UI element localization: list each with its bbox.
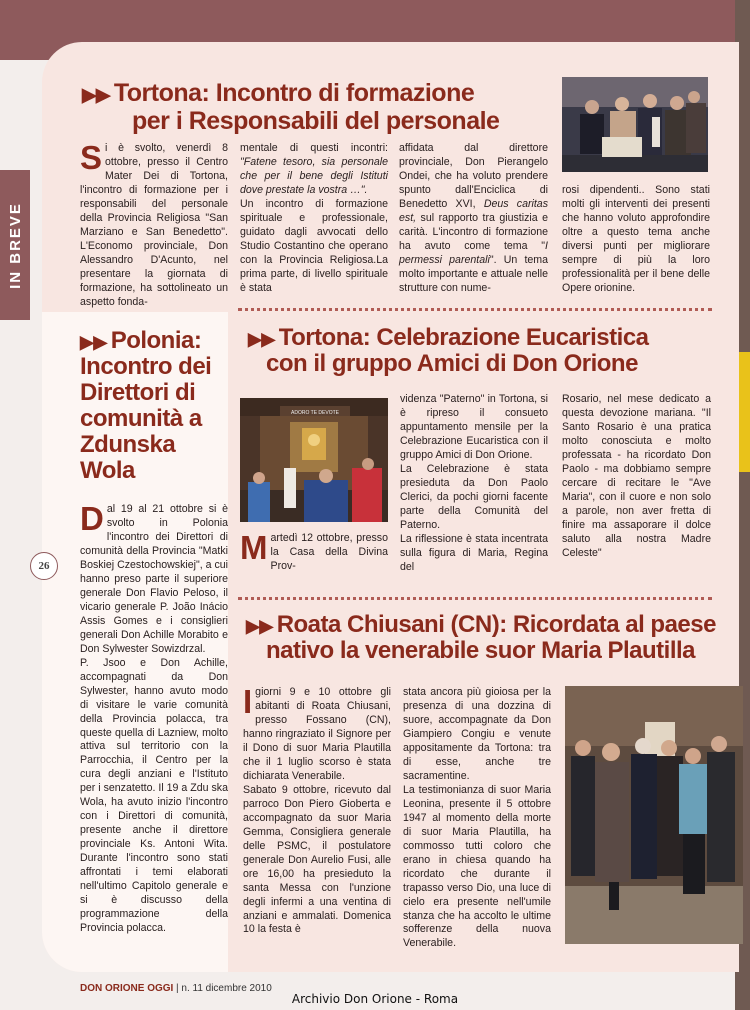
paragraph: i è svolto, venerdì 8 ottobre, presso il Centro Mater Dei di Tortona, l'incontro di formazione per i responsabili del personale della Provincia Religiosa "San Marziano e San Benedetto". L'Economo provinciale, Don Alessandro D'Acunto, nel presentare la giornata di formazione, ha sottolineato un aspetto fonda- (80, 142, 228, 308)
article-tortona-celebrazione-col3 (562, 393, 711, 561)
yellow-tab (738, 352, 750, 472)
article-tortona-formazione-col4 (562, 184, 710, 296)
paragraph: La riflessione è stata incentrata sulla figura di Maria, Regina del (400, 532, 548, 573)
dropcap: M (240, 529, 268, 566)
quote: "Fatene tesoro, sia personale che per il bene degli Istituti dove prestate la vostra …". (240, 155, 388, 196)
paragraph: affidata dal direttore provinciale, Don Pierangelo Ondei, che ha voluto prendere spunto dall'Enciclica di Benedetto XVI, (399, 142, 548, 210)
article-tortona-formazione-col2 (240, 142, 388, 296)
group-photo-nuns (565, 686, 743, 944)
title-line: Incontro dei (80, 352, 212, 380)
article-tortona-celebrazione-col1 (240, 529, 388, 574)
article-tortona-formazione-col3 (399, 142, 548, 296)
sidebar-label-text: IN BREVE (6, 201, 24, 289)
double-arrow-icon: ▶▶ (248, 329, 275, 349)
paragraph: Sabato 9 ottobre, ricevuto dal parroco Don Piero Gioberta e accompagnato da suor Maria Gemma, Consigliera generale delle PSMC, il postulatore generale Don Aurelio Fusi, alle ore 16,00 ha presieduto la santa Messa con l'unzione degli infermi a una ventina di anziani e ammalati. Domenica 10 la festa è (243, 783, 391, 936)
title-line-2: con il gruppo Amici di Don Orione (266, 350, 638, 378)
double-arrow-icon: ▶▶ (246, 616, 273, 636)
paragraph: Rosario, nel mese dedicato a questa devozione mariana. "Il Santo Rosario è una pratica molto conosciuta e molto professata - ha ricordato Don Paolo - ma dobbiamo sempre cercare di recitare le "Ave Maria", con il cuore e non solo a parole, non aver fretta di finire ma assaporare il dolce saluto alla nostra Madre Celeste" (562, 393, 711, 559)
article-roata-col2 (403, 686, 551, 951)
title-line-1: Roata Chiusani (CN): Ricordata al paese (276, 611, 716, 638)
issue-info: | n. 11 dicembre 2010 (176, 983, 272, 994)
article-roata-col1 (243, 683, 391, 937)
paragraph: ". Un tema molto importante e attuale nelle strutture con nume- (399, 253, 548, 294)
title-line: comunità a (80, 404, 202, 432)
paragraph: stata ancora più gioiosa per la presenza di una dozzina di suore, accompagnate da Don Giampiero Congiu e venute appositamente da Tortona: tra di esse, anche tre sacramentine. (403, 686, 551, 782)
theme-title: I permessi parentali (399, 239, 548, 266)
double-arrow-icon: ▶▶ (82, 84, 110, 105)
article-title-tortona-formazione (82, 80, 499, 135)
title-line: Zdunska (80, 430, 176, 458)
title-line-2: nativo la venerabile suor Maria Plautilla (266, 637, 695, 665)
chapel-sign: ADORO TE DEVOTE (291, 410, 339, 416)
title-line-2: per i Responsabili del personale (132, 106, 500, 135)
paragraph: Un incontro di formazione spirituale e professionale, guidato dagli avvocati dello Studio Costantino che operano con la Provincia Religiosa.La prima parte, di livello spirituale è stata (240, 197, 388, 294)
article-title-tortona-celebrazione (248, 325, 649, 378)
paragraph: al 19 al 21 ottobre si è svolto in Polonia l'incontro dei Direttori di comunità della Provincia "Matki Boskiej Czestochowskiej", a cui hanno preso parte il superiore generale Don Flavio Peloso, il vicario generale P. João Inácio Assis Gomes e i consiglieri generali Don Achille Morabito e Don Sylwester Sowizdrzal. (80, 503, 229, 655)
section-divider (238, 597, 712, 600)
title-line-1: Tortona: Incontro di formazione (113, 79, 475, 107)
double-arrow-icon: ▶▶ (80, 332, 107, 352)
encyclical-title: Deus caritas est, (399, 197, 548, 224)
paragraph: rosi dipendenti.. Sono stati molti gli interventi dei presenti che hanno voluto approfondire oltre a questo tema anche diversi punti per migliorare sempre di più la loro professionalità per il bene delle Opere orionine. (562, 184, 710, 294)
paragraph: mentale di questi incontri: (240, 142, 388, 154)
paragraph: sul rapporto tra giustizia e carità. L'incontro di formazione ha avuto come tema " (399, 211, 548, 252)
paragraph: La testimonianza di suor Maria Leonina, presente il 5 ottobre 1947 al momento della morte di suor Maria Plautilla, ha commosso tutti coloro che erano in chiesa quando ha ricordato che durante il trapasso verso Dio, una luce di cielo era presente nell'umile stanza che ha accolto le ultime sofferenze della nuova Venerabile. (403, 783, 551, 950)
chapel-photo (240, 398, 388, 522)
paragraph: videnza "Paterno" in Tortona, si è ripreso il consueto appuntamento mensile per la Celebrazione Eucaristica con il gruppo Amici di Don Orione. (400, 393, 548, 461)
article-title-polonia (80, 328, 228, 483)
title-line: Direttori di (80, 378, 196, 406)
dropcap: S (80, 139, 103, 176)
paragraph: P. Jsoo e Don Achille, accompagnati da Don Sylwester, hanno avuto modo di visitare le varie comunità della Provincia polacca, tra queste quella di Lazniew, molto attiva sul territorio con la Parrocchia, il Centro per la cura degli anziani e l'Istituto per i senzatetto. Il 19 a Zdu ska Wola, ha avuto inizio l'incontro con i Direttori di comunità, presente anche il direttore provinciale Ks. Antoni Wita. Durante l'incontro sono stati affrontati i temi elaborati nell'ultimo Capitolo generale e si è discusso della programmazione della Provincia polacca. (80, 656, 228, 935)
archive-caption: Archivio Don Orione - Roma (291, 992, 459, 1006)
paragraph: La Celebrazione è stata presieduta da Don Paolo Clerici, da pochi giorni facente parte della Comunità del Paterno. (400, 462, 548, 531)
paragraph: giorni 9 e 10 ottobre gli abitanti di Roata Chiusani, presso Fossano (CN), hanno ringraziato il Signore per il Dono di suor Maria Plautilla che il 1 luglio scorso è stata dichiarata Venerabile. (243, 686, 391, 782)
meeting-photo (562, 77, 708, 172)
magazine-name: DON ORIONE OGGI (80, 983, 174, 994)
sidebar-label (0, 170, 30, 320)
title-line: Polonia: (110, 327, 202, 354)
title-line: Wola (80, 456, 135, 484)
paragraph: artedì 12 ottobre, presso la Casa della Divina Prov- (270, 532, 388, 572)
dropcap: I (243, 683, 253, 720)
title-line-1: Tortona: Celebrazione Eucaristica (278, 324, 649, 351)
article-title-roata (246, 612, 716, 665)
dropcap: D (80, 500, 104, 537)
section-divider (238, 308, 712, 311)
page-number: 26 (30, 552, 58, 580)
article-polonia-text (80, 500, 229, 936)
article-tortona-formazione-col1 (80, 139, 228, 310)
article-tortona-celebrazione-col2 (400, 393, 548, 575)
